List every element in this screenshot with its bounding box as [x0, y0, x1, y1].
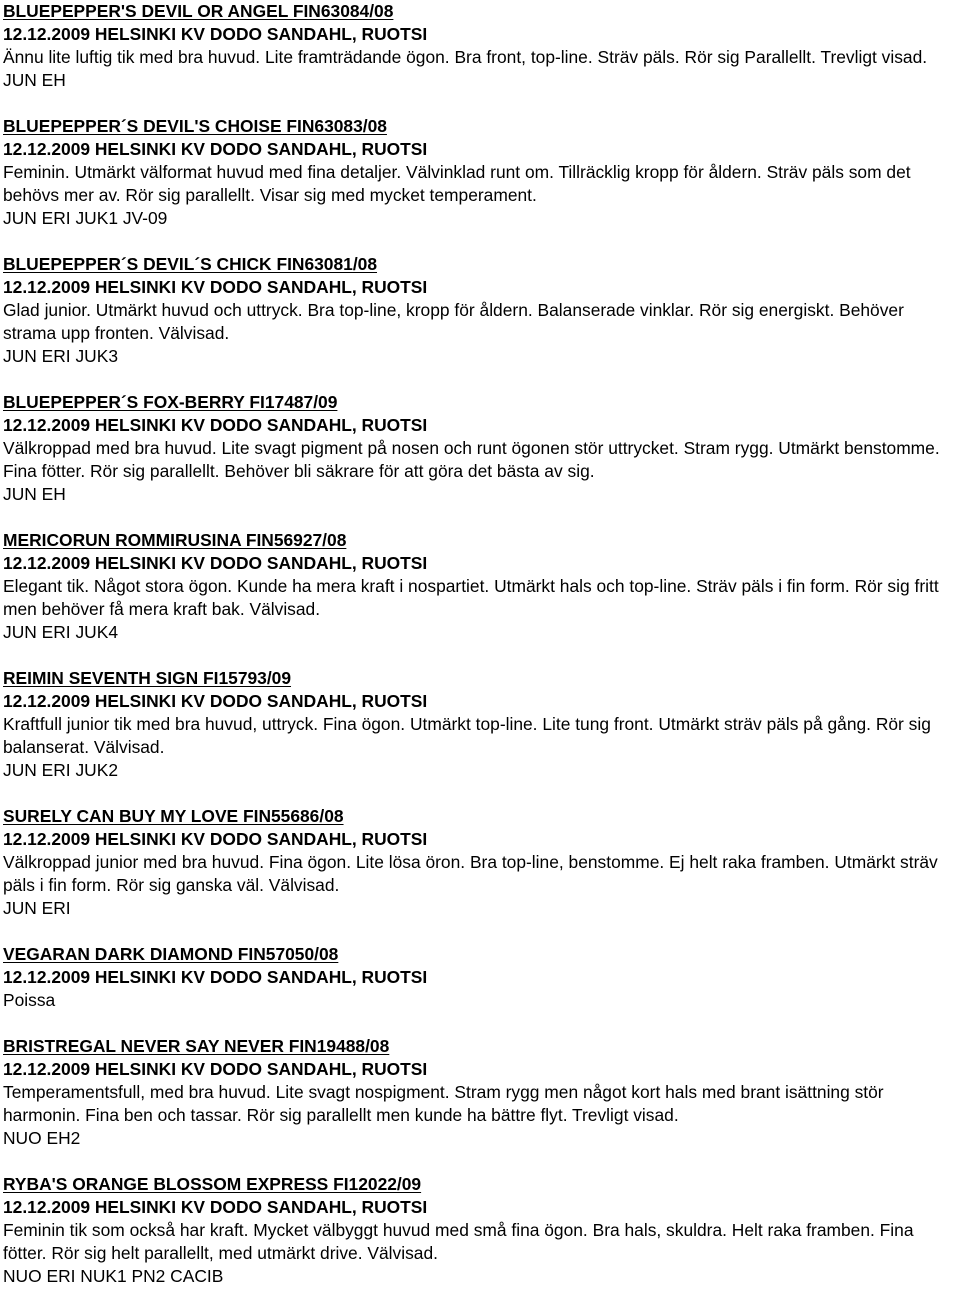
dog-entry	[3, 253, 960, 368]
dog-entry	[3, 943, 960, 1012]
dog-entry	[3, 667, 960, 782]
show-info: 12.12.2009 HELSINKI KV DODO SANDAHL, RUOTSI	[3, 691, 428, 711]
dog-entry	[3, 1173, 960, 1288]
show-info: 12.12.2009 HELSINKI KV DODO SANDAHL, RUOTSI	[3, 277, 428, 297]
award-result: JUN EH	[3, 70, 66, 90]
award-result: NUO ERI NUK1 PN2 CACIB	[3, 1266, 224, 1286]
dog-entry	[3, 0, 960, 92]
judge-critique: Elegant tik. Något stora ögon. Kunde ha mera kraft i nospartiet. Utmärkt hals och top-line. Sträv päls i fin form. Rör sig fritt men behöver få mera kraft bak. Välvisad.	[3, 576, 939, 619]
award-result: JUN ERI JUK2	[3, 760, 118, 780]
dog-entry	[3, 391, 960, 506]
award-result: NUO EH2	[3, 1128, 81, 1148]
dog-name: VEGARAN DARK DIAMOND FIN57050/08	[3, 944, 339, 964]
judge-critique: Välkroppad med bra huvud. Lite svagt pigment på nosen och runt ögonen stör uttrycket. Stram rygg. Utmärkt benstomme. Fina fötter. Rör sig parallellt. Behöver bli säkrare för att göra det bästa av sig.	[3, 438, 940, 481]
dog-name: BLUEPEPPER´S FOX-BERRY FI17487/09	[3, 392, 338, 412]
dog-entry	[3, 115, 960, 230]
dog-entry	[3, 1035, 960, 1150]
judge-critique: Kraftfull junior tik med bra huvud, uttryck. Fina ögon. Utmärkt top-line. Lite tung front. Utmärkt sträv päls på gång. Rör sig balanserat. Välvisad.	[3, 714, 931, 757]
award-result: JUN ERI	[3, 898, 71, 918]
award-result: JUN EH	[3, 484, 66, 504]
dog-entry	[3, 805, 960, 920]
dog-name: BLUEPEPPER'S DEVIL OR ANGEL FIN63084/08	[3, 1, 394, 21]
dog-name: BRISTREGAL NEVER SAY NEVER FIN19488/08	[3, 1036, 390, 1056]
show-info: 12.12.2009 HELSINKI KV DODO SANDAHL, RUOTSI	[3, 139, 428, 159]
judge-critique: Välkroppad junior med bra huvud. Fina ögon. Lite lösa öron. Bra top-line, benstomme. Ej helt raka framben. Utmärkt sträv päls i fin form. Rör sig ganska väl. Välvisad.	[3, 852, 938, 895]
award-result: JUN ERI JUK3	[3, 346, 118, 366]
judge-critique: Poissa	[3, 990, 56, 1010]
judge-critique: Ännu lite luftig tik med bra huvud. Lite framträdande ögon. Bra front, top-line. Sträv päls. Rör sig Parallellt. Trevligt visad.	[3, 47, 928, 67]
award-result: JUN ERI JUK4	[3, 622, 118, 642]
show-info: 12.12.2009 HELSINKI KV DODO SANDAHL, RUOTSI	[3, 24, 428, 44]
award-result: JUN ERI JUK1 JV-09	[3, 208, 168, 228]
show-info: 12.12.2009 HELSINKI KV DODO SANDAHL, RUOTSI	[3, 967, 428, 987]
dog-name: RYBA'S ORANGE BLOSSOM EXPRESS FI12022/09	[3, 1174, 422, 1194]
dog-name: BLUEPEPPER´S DEVIL'S CHOISE FIN63083/08	[3, 116, 387, 136]
judge-critique: Temperamentsfull, med bra huvud. Lite svagt nospigment. Stram rygg men något kort hals med brant isättning stör harmonin. Fina ben och tassar. Rör sig parallellt men kunde ha bättre flyt. Trevligt visad.	[3, 1082, 884, 1125]
dog-entry	[3, 529, 960, 644]
show-info: 12.12.2009 HELSINKI KV DODO SANDAHL, RUOTSI	[3, 1197, 428, 1217]
judge-critique: Feminin tik som också har kraft. Mycket välbyggt huvud med små fina ögon. Bra hals, skuldra. Helt raka framben. Fina fötter. Rör sig helt parallellt, med utmärkt drive. Välvisad.	[3, 1220, 914, 1263]
show-info: 12.12.2009 HELSINKI KV DODO SANDAHL, RUOTSI	[3, 415, 428, 435]
dog-name: BLUEPEPPER´S DEVIL´S CHICK FIN63081/08	[3, 254, 378, 274]
judge-critique: Feminin. Utmärkt välformat huvud med fina detaljer. Välvinklad runt om. Tillräcklig kropp för åldern. Sträv päls som det behövs mer av. Rör sig parallellt. Visar sig med mycket temperament.	[3, 162, 911, 205]
show-info: 12.12.2009 HELSINKI KV DODO SANDAHL, RUOTSI	[3, 829, 428, 849]
show-info: 12.12.2009 HELSINKI KV DODO SANDAHL, RUOTSI	[3, 553, 428, 573]
dog-name: MERICORUN ROMMIRUSINA FIN56927/08	[3, 530, 347, 550]
show-info: 12.12.2009 HELSINKI KV DODO SANDAHL, RUOTSI	[3, 1059, 428, 1079]
dog-name: SURELY CAN BUY MY LOVE FIN55686/08	[3, 806, 344, 826]
dog-name: REIMIN SEVENTH SIGN FI15793/09	[3, 668, 292, 688]
judge-critique: Glad junior. Utmärkt huvud och uttryck. Bra top-line, kropp för åldern. Balanserade vinklar. Rör sig energiskt. Behöver strama upp fronten. Välvisad.	[3, 300, 904, 343]
